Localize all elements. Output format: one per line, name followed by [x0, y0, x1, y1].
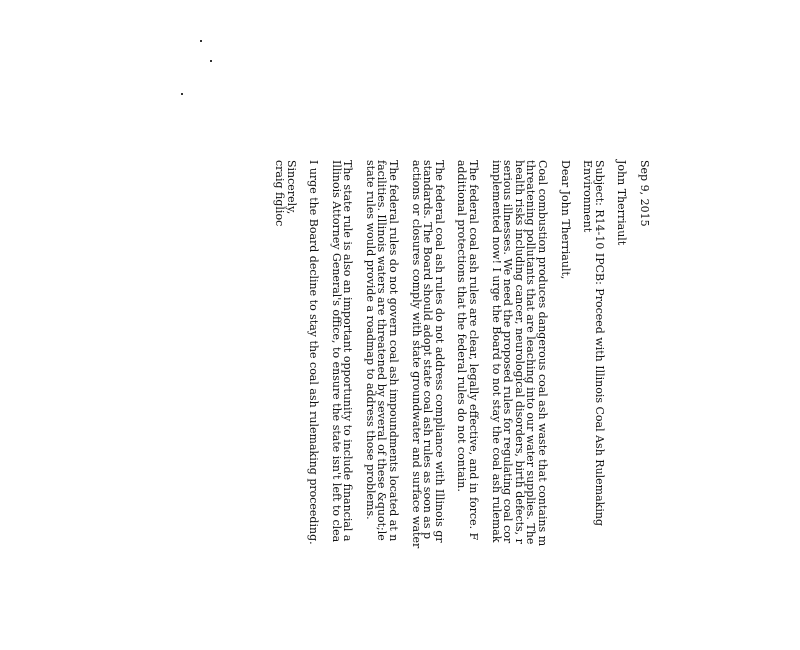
letter-salutation: Dear John Therriault,: [558, 160, 572, 280]
letter-recipient: John Therriault: [615, 160, 629, 246]
paragraph-3: [410, 160, 445, 650]
paragraph-5: [330, 160, 353, 650]
paragraph-line: actions or closures comply with state groundwater and surface water: [409, 160, 423, 549]
paragraph-6: [308, 160, 320, 650]
paragraph-line: standards. The Board should adopt state coal ash rules as soon as p: [421, 160, 435, 540]
paragraph-line: The federal coal ash rules are clear, legally effective, and in force. F: [467, 160, 481, 541]
paragraph-line: The federal rules do not govern coal ash impoundments located at n: [387, 160, 401, 542]
letter-signature: craig figlioc: [272, 160, 286, 227]
letter-body: [262, 160, 650, 650]
paragraph-line: Illinois Attorney General's office, to ensure the state isn't left to clea: [329, 160, 343, 543]
paragraph-2: [456, 160, 479, 650]
paragraph-line: state rules would provide a roadmap to address those problems.: [363, 160, 377, 520]
paragraph-line: threatening pollutants that are leaching into our water supplies. The: [524, 160, 538, 545]
letter-date: Sep 9, 2015: [638, 160, 651, 227]
paragraph-line: implemented now! I urge the Board to not stay the coal ash rulemak: [489, 160, 503, 543]
letter-subject: Subject: R14-10 IPCB: Proceed with Illinois Coal Ash Rulemaking: [592, 160, 606, 526]
paragraph-line: I urge the Board decline to stay the coal ash rulemaking proceeding.: [307, 160, 321, 545]
paragraph-line: Coal combustion produces dangerous coal ash waste that contains m: [536, 160, 550, 547]
paragraph-line: additional protections that the federal rules do not contain.: [455, 160, 469, 492]
scan-speck: [181, 93, 183, 95]
letter-subject-cont: Environment: [581, 160, 595, 233]
paragraph-4: [364, 160, 399, 650]
paragraph-line: facilities. Illinois waters are threatened by several of these &quot;le: [375, 160, 389, 541]
letter-closing: Sincerely,: [284, 160, 298, 215]
scan-speck: [210, 60, 212, 62]
paragraph-line: serious illnesses. We need the proposed rules for regulating coal cor: [501, 160, 515, 544]
scan-speck: [200, 40, 202, 42]
paragraph-line: health risks including cancer, neurological disorders, birth defects, r: [512, 160, 526, 544]
paragraph-1: [490, 160, 548, 650]
paragraph-line: The federal coal ash rules do not address compliance with Illinois gr: [432, 160, 446, 543]
paragraph-line: The state rule is also an important opportunity to include financial a: [341, 160, 355, 542]
